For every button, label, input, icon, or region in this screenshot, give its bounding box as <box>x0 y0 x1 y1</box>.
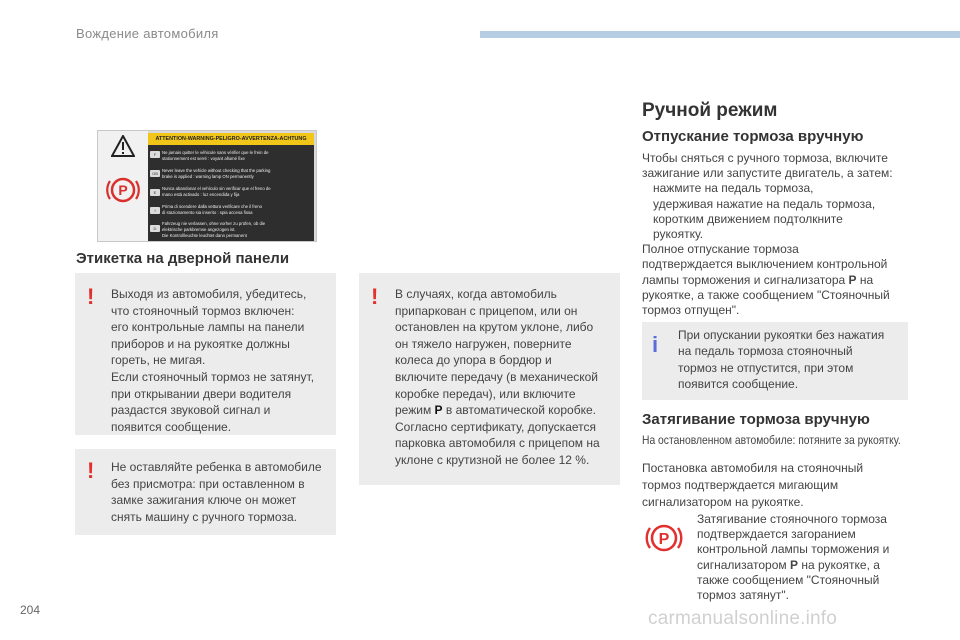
release-instructions <box>642 151 912 318</box>
text-line: Если стояночный тормоз не затянут, <box>111 369 315 384</box>
text-line: без присмотра: при оставленном в <box>111 476 305 491</box>
warning-box-child <box>75 449 336 535</box>
text-line: что стояночный тормоз включен: <box>111 303 295 318</box>
text-line: тормоз отпущен". <box>642 303 740 318</box>
manual-mode-heading: Ручной режим <box>642 100 778 121</box>
warning-text-exit <box>111 286 333 435</box>
header-title: Вождение автомобиля <box>76 26 219 41</box>
text-line: на педаль тормоза стояночный <box>678 344 853 359</box>
label-line: Never leave the vehicle without checking that the parking <box>162 168 271 173</box>
text-line: При опускании рукоятки без нажатия <box>678 328 885 342</box>
label-line: Die Kontrollleuchte leuchtet dann permanent <box>162 233 247 238</box>
text-line: парковка автомобиля с прицепом на <box>395 436 600 451</box>
watermark: carmanualsonline.info <box>648 608 838 629</box>
text-line: удерживая нажатие на педаль тормоза, <box>653 196 876 211</box>
door-label-image <box>97 130 317 242</box>
text-span: в автоматической коробке. <box>442 403 596 418</box>
text-line <box>642 273 912 288</box>
text-line: появится сообщение. <box>678 377 799 392</box>
text-line: Согласно сертификату, допускается <box>395 419 597 434</box>
text-line: его контрольные лампы на панели <box>111 320 305 335</box>
label-line: Prima di scendere dalla vettura verificare che il freno <box>162 204 263 209</box>
svg-text:P: P <box>118 182 128 198</box>
label-line: stationnement est serré : voyant allumé fixe <box>162 156 245 161</box>
text-line: появится сообщение. <box>111 419 232 434</box>
text-span: сигнализатором <box>697 557 790 572</box>
warning-triangle-icon <box>111 135 135 157</box>
warning-icon: ! <box>87 284 95 309</box>
text-line: Затягивание стояночного тормоза <box>697 512 887 526</box>
bullet-item <box>642 181 912 196</box>
text-span: на рукоятке, а <box>797 557 880 572</box>
warning-icon: ! <box>371 284 379 309</box>
text-line: тормоз не отпустится, при этом <box>678 360 854 375</box>
flag-e: E <box>150 189 160 196</box>
warning-box-exit <box>75 273 336 435</box>
flag-f: F <box>150 151 160 158</box>
label-line: mano está activado : luz encendida y fija <box>162 192 240 197</box>
text-line <box>697 558 912 573</box>
label-line: di stazionamento sia inserito : spia accesa fissa <box>162 210 253 215</box>
warning-text-trailer <box>395 286 617 469</box>
apply-confirmation <box>697 512 912 603</box>
svg-text:P: P <box>658 531 670 548</box>
text-line: Постановка автомобиля на стояночный <box>642 461 864 475</box>
text-line: Выходя из автомобиля, убедитесь, <box>111 287 307 301</box>
label-line: elektrische parkbremse angezogen ist. <box>162 227 236 232</box>
text-span: режим <box>395 403 435 418</box>
manual-apply-heading: Затягивание тормоза вручную <box>642 411 870 428</box>
text-line: замке зажигания ключе он может <box>111 493 297 508</box>
door-label-heading: Этикетка на дверной панели <box>76 250 290 267</box>
text-line: рукоятке, а также сообщением "Стояночный <box>642 287 890 302</box>
indicator-p-letter: P <box>789 557 798 572</box>
text-line: припаркован с прицепом, или он <box>395 303 578 318</box>
text-line: подтверждается загоранием <box>697 527 856 542</box>
text-span: на <box>856 272 874 287</box>
text-line: сигнализатором на рукоятке. <box>642 495 804 509</box>
text-line: также сообщением "Стояночный <box>697 572 880 587</box>
text-line: В случаях, когда автомобиль <box>395 287 557 301</box>
text-line: гореть, не мигая. <box>111 353 206 368</box>
label-icon-panel <box>98 131 148 241</box>
text-line: колеса до упора в бордюр и <box>395 353 552 368</box>
page-number: 204 <box>20 603 41 617</box>
info-box-release <box>642 322 908 400</box>
label-line: Ne jamais quitter le véhicule sans vérifier que le frein de <box>162 150 269 155</box>
text-line: контрольной лампы торможения и <box>697 542 890 557</box>
header-bar <box>480 31 960 38</box>
label-banner: ATTENTION-WARNING-PELIGRO-AVVERTENZA-ACHTUNG <box>148 133 314 145</box>
label-line: Fahrzeug nie verlassen, ohne vorher zu prüfen, ob die <box>162 221 266 226</box>
text-line: Полное отпускание тормоза <box>642 242 799 257</box>
warning-text-child <box>111 459 333 525</box>
warning-icon: ! <box>87 458 95 483</box>
text-span: нажмите на педаль тормоза, <box>653 181 814 196</box>
info-icon: i <box>652 332 659 357</box>
warning-box-trailer <box>359 273 620 485</box>
text-line: коробке передач), или включите <box>395 386 576 401</box>
text-line: тормоз подтверждается мигающим <box>642 478 839 492</box>
text-line: при открывании двери водителя <box>111 386 292 401</box>
text-line: рукоятку. <box>653 227 704 242</box>
text-line: уклоне с крутизной не более 12 %. <box>395 452 590 467</box>
text-line: остановлен на крутом уклоне, либо <box>395 320 594 335</box>
text-line: подтверждается выключением контрольной <box>642 257 888 272</box>
text-line: включите передачу (в механической <box>395 369 598 384</box>
text-line: Не оставляйте ребенка в автомобиле <box>111 460 322 474</box>
bullet-item <box>642 197 912 243</box>
text-line: тормоз затянут". <box>697 588 789 603</box>
flag-gb: GB <box>150 170 160 177</box>
info-text-release <box>678 327 904 393</box>
flag-d: D <box>150 225 160 232</box>
apply-caption: На остановленном автомобиле: потяните за рукоятку. <box>642 433 901 447</box>
apply-paragraph <box>642 460 912 511</box>
text-line: Чтобы сняться с ручного тормоза, включите <box>642 151 888 165</box>
parking-brake-icon <box>645 519 683 557</box>
indicator-p-letter: P <box>848 272 857 287</box>
text-line: коротким движением подтолкните <box>653 211 843 226</box>
flag-i: I <box>150 207 160 214</box>
text-line: снять машину с ручного тормоза. <box>111 509 297 524</box>
text-line: раздастся звуковой сигнал и <box>111 403 271 418</box>
text-line: зажигание или запустите двигатель, а затем: <box>642 166 893 181</box>
label-line: brake is applied : warning lamp ON permanently <box>162 174 254 179</box>
text-line <box>395 402 617 419</box>
gear-p-letter: P <box>434 403 443 418</box>
label-line: Nunca abandonar el vehículo sin verificar que el freno de <box>162 186 271 191</box>
text-line: он тяжело нагружен, поверните <box>395 336 572 351</box>
parking-brake-icon <box>106 173 140 207</box>
text-span: лампы торможения и сигнализатора <box>642 272 849 287</box>
manual-release-heading: Отпускание тормоза вручную <box>642 128 864 145</box>
text-line: приборов и на рукоятке должны <box>111 336 290 351</box>
